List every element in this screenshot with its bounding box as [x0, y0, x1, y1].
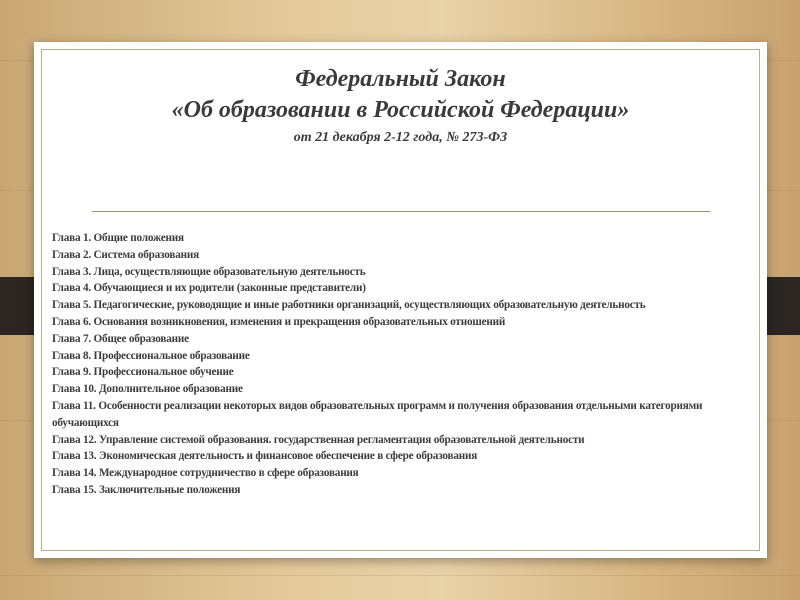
- chapter-item: Глава 2. Система образования: [52, 248, 199, 261]
- slide-card: [34, 42, 767, 558]
- chapter-item: Глава 1. Общие положения: [52, 232, 184, 244]
- chapter-list: [52, 230, 752, 499]
- title-divider: [92, 211, 710, 212]
- chapter-item: Глава 14. Международное сотрудничество в сфере образования: [52, 467, 359, 480]
- chapter-item: Глава 9. Профессиональное обучение: [52, 366, 234, 379]
- chapter-item: Глава 6. Основания возникновения, изменения и прекращения образовательных отношений: [52, 315, 506, 328]
- wood-grain: [0, 575, 800, 576]
- title-line-date: от 21 декабря 2-12 года, № 273-ФЗ: [293, 130, 508, 145]
- title-line-law: Федеральный Закон: [295, 66, 506, 92]
- chapter-item: Глава 8. Профессиональное образование: [52, 349, 250, 362]
- chapter-item: Глава 4. Обучающиеся и их родители (законные представители): [52, 282, 366, 295]
- chapter-item: Глава 5. Педагогические, руководящие и иные работники организаций, осуществляющих образовательную деятельность: [52, 299, 646, 312]
- chapter-item: Глава 7. Общее образование: [52, 332, 189, 345]
- chapter-item: Глава 13. Экономическая деятельность и финансовое обеспечение в сфере образования: [52, 450, 478, 463]
- slide-title: [34, 64, 767, 150]
- chapter-item: Глава 3. Лица, осуществляющие образовательную деятельность: [52, 265, 366, 278]
- title-line-name: «Об образовании в Российской Федерации»: [171, 97, 630, 123]
- chapter-item: Глава 12. Управление системой образования. государственная регламентация образовательной деятельности: [52, 433, 585, 446]
- chapter-item: Глава 11. Особенности реализации некоторых видов образовательных программ и получения образования отдельными категориями обучающихся: [52, 399, 703, 429]
- chapter-item: Глава 15. Заключительные положения: [52, 483, 241, 496]
- chapter-item: Глава 10. Дополнительное образование: [52, 383, 243, 396]
